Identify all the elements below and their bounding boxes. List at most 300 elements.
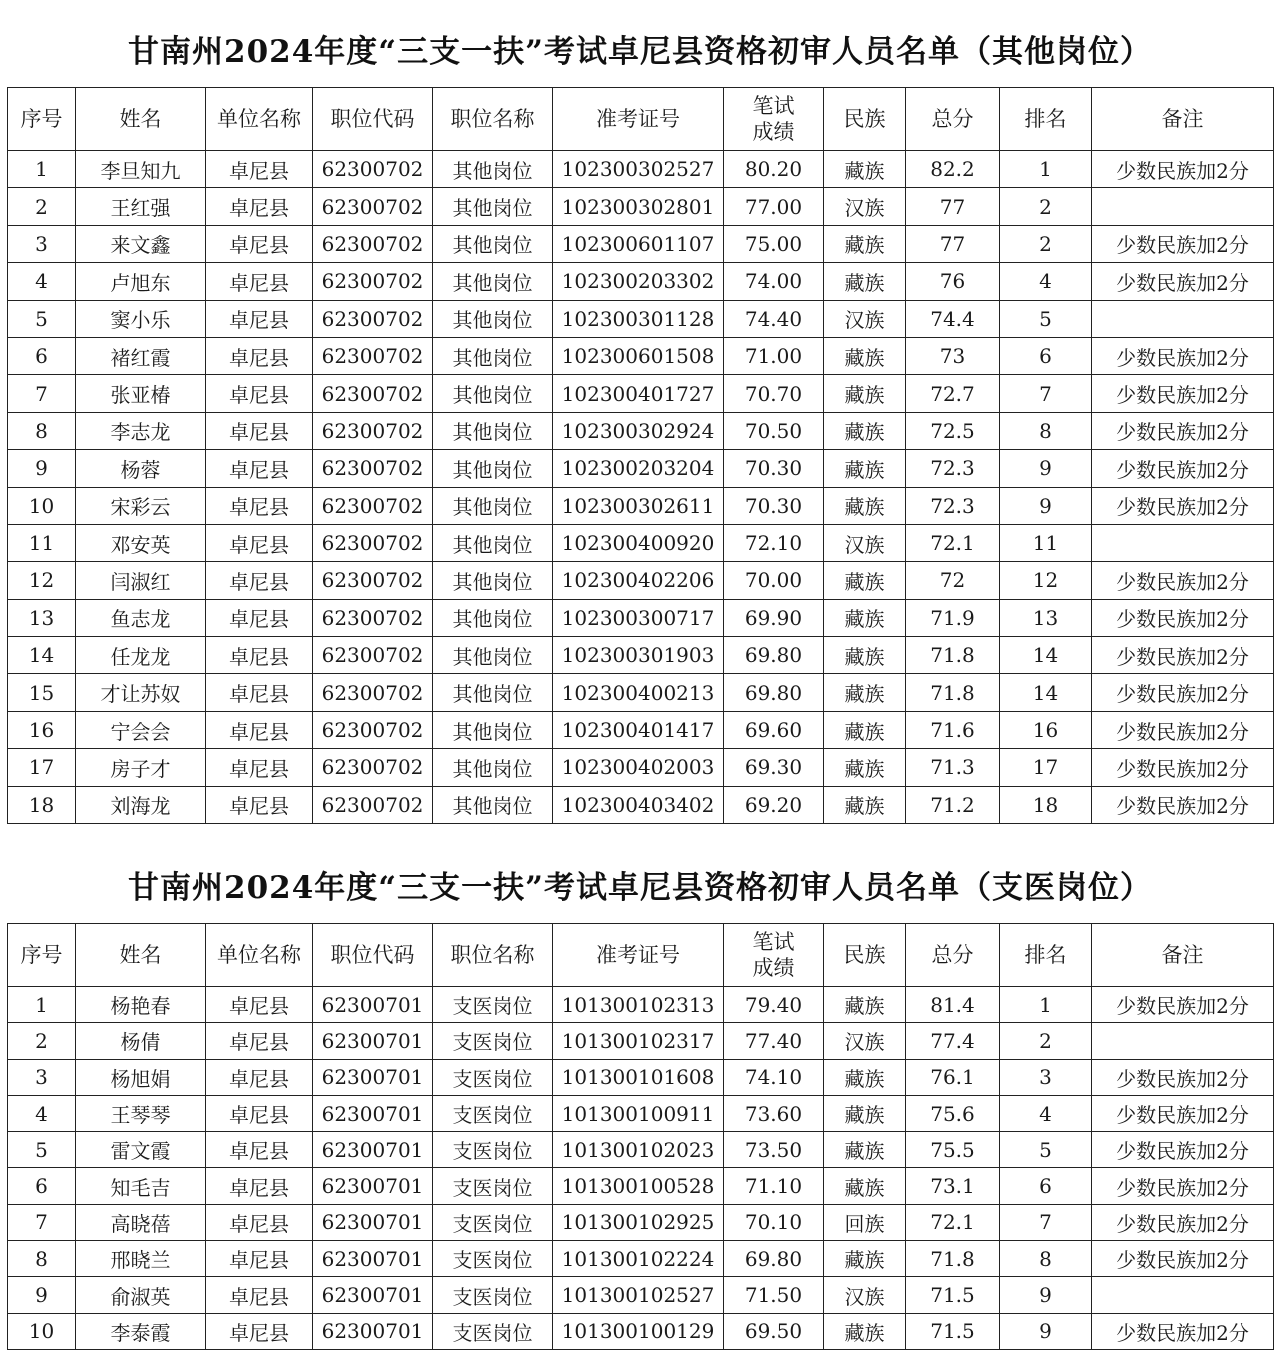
col-unit-cell: 卓尼县 (206, 337, 313, 374)
col-remark-cell: 少数民族加2分 (1092, 263, 1274, 300)
col-remark-cell: 少数民族加2分 (1092, 1168, 1274, 1204)
col-position-code-cell: 62300702 (313, 487, 433, 524)
col-written-score-cell: 74.40 (724, 300, 824, 337)
col-name-cell: 邢晓兰 (76, 1241, 206, 1277)
col-rank-cell: 17 (1000, 749, 1092, 786)
col-position-code-cell: 62300702 (313, 412, 433, 449)
col-index-cell: 14 (8, 637, 76, 674)
col-name-cell: 雷文霞 (76, 1132, 206, 1168)
col-rank-cell: 9 (1000, 487, 1092, 524)
col-ethnicity-cell: 藏族 (824, 151, 906, 188)
col-name-cell: 李志龙 (76, 412, 206, 449)
col-remark-cell: 少数民族加2分 (1092, 450, 1274, 487)
col-ticket-number-cell: 102300302611 (553, 487, 724, 524)
col-total-score-cell: 77 (906, 188, 1000, 225)
col-ethnicity-cell: 藏族 (824, 711, 906, 748)
col-position-name-header: 职位名称 (433, 924, 553, 987)
col-unit-cell: 卓尼县 (206, 450, 313, 487)
table-row (8, 188, 1274, 225)
col-ethnicity-cell: 汉族 (824, 1277, 906, 1313)
col-unit-cell: 卓尼县 (206, 188, 313, 225)
col-ticket-number-cell: 102300400920 (553, 524, 724, 561)
col-position-name-cell: 其他岗位 (433, 375, 553, 412)
col-remark-cell: 少数民族加2分 (1092, 1132, 1274, 1168)
col-total-score-cell: 71.8 (906, 637, 1000, 674)
col-unit-cell: 卓尼县 (206, 263, 313, 300)
col-written-score-cell: 75.00 (724, 225, 824, 262)
col-rank-cell: 7 (1000, 375, 1092, 412)
col-unit-cell: 卓尼县 (206, 637, 313, 674)
col-index-cell: 10 (8, 487, 76, 524)
col-position-name-cell: 其他岗位 (433, 487, 553, 524)
col-unit-cell: 卓尼县 (206, 1059, 313, 1095)
col-ticket-number-cell: 102300601508 (553, 337, 724, 374)
col-remark-cell: 少数民族加2分 (1092, 562, 1274, 599)
col-position-name-cell: 支医岗位 (433, 1241, 553, 1277)
col-written-score-header: 笔试成绩 (724, 88, 824, 151)
col-name-cell: 杨倩 (76, 1023, 206, 1059)
col-rank-cell: 6 (1000, 1168, 1092, 1204)
col-unit-cell: 卓尼县 (206, 1168, 313, 1204)
col-position-name-cell: 支医岗位 (433, 987, 553, 1023)
col-name-cell: 李旦知九 (76, 151, 206, 188)
col-unit-cell: 卓尼县 (206, 225, 313, 262)
col-written-score-cell: 69.20 (724, 786, 824, 823)
col-ticket-number-cell: 102300301128 (553, 300, 724, 337)
section2-title: 甘南州2024年度“三支一扶”考试卓尼县资格初审人员名单（支医岗位） (128, 870, 1152, 906)
col-written-score-cell: 71.10 (724, 1168, 824, 1204)
col-name-cell: 邓安英 (76, 524, 206, 561)
col-position-name-cell: 其他岗位 (433, 412, 553, 449)
col-remark-header: 备注 (1092, 88, 1274, 151)
col-position-code-cell: 62300702 (313, 337, 433, 374)
col-written-score-cell: 77.40 (724, 1023, 824, 1059)
col-written-score-cell: 73.60 (724, 1095, 824, 1131)
col-index-cell: 6 (8, 337, 76, 374)
col-written-score-cell: 73.50 (724, 1132, 824, 1168)
col-unit-cell: 卓尼县 (206, 1204, 313, 1240)
col-remark-cell: 少数民族加2分 (1092, 637, 1274, 674)
col-ticket-number-cell: 102300301903 (553, 637, 724, 674)
col-total-score-cell: 76.1 (906, 1059, 1000, 1095)
col-position-code-cell: 62300702 (313, 375, 433, 412)
col-remark-cell: 少数民族加2分 (1092, 1059, 1274, 1095)
roster-table-other (7, 87, 1274, 824)
col-name-cell: 卢旭东 (76, 263, 206, 300)
section1-title: 甘南州2024年度“三支一扶”考试卓尼县资格初审人员名单（其他岗位） (128, 34, 1152, 70)
col-rank-cell: 4 (1000, 1095, 1092, 1131)
col-rank-cell: 14 (1000, 637, 1092, 674)
col-index-header: 序号 (8, 88, 76, 151)
col-ethnicity-cell: 藏族 (824, 749, 906, 786)
col-total-score-cell: 77.4 (906, 1023, 1000, 1059)
col-total-score-cell: 72.3 (906, 450, 1000, 487)
col-unit-cell: 卓尼县 (206, 412, 313, 449)
col-unit-cell: 卓尼县 (206, 987, 313, 1023)
col-position-code-cell: 62300701 (313, 1313, 433, 1349)
col-ticket-number-cell: 102300400213 (553, 674, 724, 711)
col-ethnicity-cell: 藏族 (824, 1059, 906, 1095)
table-row (8, 412, 1274, 449)
col-name-cell: 张亚椿 (76, 375, 206, 412)
col-rank-cell: 16 (1000, 711, 1092, 748)
col-ethnicity-cell: 藏族 (824, 412, 906, 449)
col-position-code-cell: 62300702 (313, 450, 433, 487)
table-row (8, 263, 1274, 300)
col-rank-cell: 6 (1000, 337, 1092, 374)
col-position-name-cell: 支医岗位 (433, 1204, 553, 1240)
col-total-score-cell: 81.4 (906, 987, 1000, 1023)
col-ethnicity-cell: 藏族 (824, 375, 906, 412)
col-rank-cell: 4 (1000, 263, 1092, 300)
col-unit-cell: 卓尼县 (206, 1095, 313, 1131)
col-position-name-cell: 其他岗位 (433, 637, 553, 674)
col-rank-cell: 2 (1000, 188, 1092, 225)
col-unit-cell: 卓尼县 (206, 524, 313, 561)
col-index-cell: 7 (8, 1204, 76, 1240)
col-total-score-cell: 72.7 (906, 375, 1000, 412)
col-position-name-cell: 其他岗位 (433, 263, 553, 300)
col-total-score-cell: 72.1 (906, 524, 1000, 561)
col-index-cell: 16 (8, 711, 76, 748)
col-ticket-number-cell: 101300101608 (553, 1059, 724, 1095)
col-position-name-cell: 其他岗位 (433, 300, 553, 337)
col-name-cell: 杨旭娟 (76, 1059, 206, 1095)
col-ticket-number-cell: 102300302527 (553, 151, 724, 188)
col-index-cell: 6 (8, 1168, 76, 1204)
col-ethnicity-cell: 藏族 (824, 987, 906, 1023)
col-ethnicity-cell: 藏族 (824, 674, 906, 711)
col-written-score-cell: 70.10 (724, 1204, 824, 1240)
col-total-score-cell: 72.1 (906, 1204, 1000, 1240)
col-index-cell: 12 (8, 562, 76, 599)
col-index-cell: 2 (8, 1023, 76, 1059)
col-position-name-cell: 支医岗位 (433, 1059, 553, 1095)
col-ethnicity-cell: 藏族 (824, 637, 906, 674)
col-position-code-cell: 62300702 (313, 263, 433, 300)
col-remark-cell: 少数民族加2分 (1092, 487, 1274, 524)
col-ticket-number-cell: 102300401417 (553, 711, 724, 748)
col-rank-cell: 14 (1000, 674, 1092, 711)
col-unit-cell: 卓尼县 (206, 749, 313, 786)
col-position-code-cell: 62300701 (313, 987, 433, 1023)
col-position-code-cell: 62300701 (313, 1204, 433, 1240)
table-row (8, 786, 1274, 823)
col-unit-cell: 卓尼县 (206, 1277, 313, 1313)
col-written-score-cell: 69.60 (724, 711, 824, 748)
col-written-score-cell: 71.50 (724, 1277, 824, 1313)
col-name-cell: 来文鑫 (76, 225, 206, 262)
col-written-score-cell: 69.80 (724, 637, 824, 674)
col-position-code-header: 职位代码 (313, 924, 433, 987)
col-name-header: 姓名 (76, 924, 206, 987)
col-name-cell: 杨蓉 (76, 450, 206, 487)
col-index-cell: 5 (8, 1132, 76, 1168)
table-row (8, 987, 1274, 1023)
table-row (8, 711, 1274, 748)
table-row (8, 674, 1274, 711)
col-rank-cell: 9 (1000, 1277, 1092, 1313)
col-remark-cell: 少数民族加2分 (1092, 786, 1274, 823)
col-position-code-cell: 62300702 (313, 300, 433, 337)
col-position-name-cell: 其他岗位 (433, 450, 553, 487)
col-name-cell: 宋彩云 (76, 487, 206, 524)
col-name-cell: 知毛吉 (76, 1168, 206, 1204)
col-written-score-cell: 71.00 (724, 337, 824, 374)
col-rank-header: 排名 (1000, 924, 1092, 987)
col-unit-cell: 卓尼县 (206, 1023, 313, 1059)
table-row (8, 1168, 1274, 1204)
col-ticket-number-cell: 101300102224 (553, 1241, 724, 1277)
col-position-name-cell: 其他岗位 (433, 524, 553, 561)
col-remark-cell: 少数民族加2分 (1092, 749, 1274, 786)
col-rank-cell: 18 (1000, 786, 1092, 823)
col-remark-cell (1092, 1023, 1274, 1059)
col-name-cell: 窦小乐 (76, 300, 206, 337)
col-rank-cell: 9 (1000, 450, 1092, 487)
col-total-score-cell: 82.2 (906, 151, 1000, 188)
col-total-score-header: 总分 (906, 924, 1000, 987)
table-row (8, 225, 1274, 262)
col-position-name-cell: 其他岗位 (433, 562, 553, 599)
col-unit-cell: 卓尼县 (206, 562, 313, 599)
col-remark-cell (1092, 1277, 1274, 1313)
col-position-code-cell: 62300702 (313, 225, 433, 262)
col-remark-cell: 少数民族加2分 (1092, 1095, 1274, 1131)
col-ethnicity-cell: 藏族 (824, 1313, 906, 1349)
col-total-score-cell: 71.8 (906, 674, 1000, 711)
col-unit-header: 单位名称 (206, 924, 313, 987)
col-rank-cell: 1 (1000, 987, 1092, 1023)
col-unit-cell: 卓尼县 (206, 1313, 313, 1349)
col-index-cell: 7 (8, 375, 76, 412)
col-rank-cell: 5 (1000, 300, 1092, 337)
roster-table-medical (7, 923, 1274, 1350)
table-row (8, 524, 1274, 561)
col-position-name-cell: 其他岗位 (433, 337, 553, 374)
col-name-cell: 李泰霞 (76, 1313, 206, 1349)
col-remark-cell: 少数民族加2分 (1092, 1241, 1274, 1277)
col-total-score-cell: 73.1 (906, 1168, 1000, 1204)
col-ticket-number-cell: 101300102317 (553, 1023, 724, 1059)
col-index-cell: 10 (8, 1313, 76, 1349)
col-name-cell: 杨艳春 (76, 987, 206, 1023)
col-index-cell: 1 (8, 151, 76, 188)
col-written-score-cell: 74.10 (724, 1059, 824, 1095)
col-written-score-cell: 72.10 (724, 524, 824, 561)
col-ticket-number-header: 准考证号 (553, 88, 724, 151)
col-name-cell: 才让苏奴 (76, 674, 206, 711)
col-total-score-cell: 71.6 (906, 711, 1000, 748)
col-position-code-cell: 62300701 (313, 1059, 433, 1095)
col-index-cell: 8 (8, 1241, 76, 1277)
col-position-code-cell: 62300701 (313, 1132, 433, 1168)
col-remark-cell: 少数民族加2分 (1092, 337, 1274, 374)
col-ticket-number-cell: 101300100129 (553, 1313, 724, 1349)
col-name-cell: 房子才 (76, 749, 206, 786)
col-position-code-cell: 62300701 (313, 1241, 433, 1277)
col-ticket-number-cell: 102300302801 (553, 188, 724, 225)
col-ticket-number-header: 准考证号 (553, 924, 724, 987)
col-rank-cell: 8 (1000, 412, 1092, 449)
col-position-name-cell: 支医岗位 (433, 1095, 553, 1131)
col-remark-cell: 少数民族加2分 (1092, 674, 1274, 711)
col-total-score-cell: 72.5 (906, 412, 1000, 449)
col-written-score-cell: 70.00 (724, 562, 824, 599)
col-ticket-number-cell: 102300203302 (553, 263, 724, 300)
col-index-cell: 11 (8, 524, 76, 561)
col-position-code-cell: 62300702 (313, 786, 433, 823)
col-ethnicity-cell: 汉族 (824, 1023, 906, 1059)
col-total-score-cell: 75.5 (906, 1132, 1000, 1168)
col-position-code-cell: 62300701 (313, 1277, 433, 1313)
col-index-cell: 9 (8, 450, 76, 487)
col-position-name-header: 职位名称 (433, 88, 553, 151)
col-rank-cell: 12 (1000, 562, 1092, 599)
table-row (8, 637, 1274, 674)
col-position-code-cell: 62300701 (313, 1168, 433, 1204)
col-ticket-number-cell: 101300102925 (553, 1204, 724, 1240)
col-ticket-number-cell: 102300401727 (553, 375, 724, 412)
col-position-name-cell: 其他岗位 (433, 711, 553, 748)
col-total-score-cell: 71.5 (906, 1313, 1000, 1349)
col-ethnicity-cell: 汉族 (824, 188, 906, 225)
col-ticket-number-cell: 101300102023 (553, 1132, 724, 1168)
table-row (8, 1095, 1274, 1131)
col-ethnicity-header: 民族 (824, 924, 906, 987)
col-rank-cell: 1 (1000, 151, 1092, 188)
col-ethnicity-header: 民族 (824, 88, 906, 151)
col-ethnicity-cell: 藏族 (824, 337, 906, 374)
col-total-score-cell: 71.3 (906, 749, 1000, 786)
table-row (8, 599, 1274, 636)
col-written-score-cell: 69.30 (724, 749, 824, 786)
col-remark-cell: 少数民族加2分 (1092, 711, 1274, 748)
col-position-name-cell: 支医岗位 (433, 1132, 553, 1168)
col-position-name-cell: 支医岗位 (433, 1277, 553, 1313)
col-ethnicity-cell: 藏族 (824, 225, 906, 262)
col-index-cell: 8 (8, 412, 76, 449)
col-index-header: 序号 (8, 924, 76, 987)
col-written-score-cell: 69.50 (724, 1313, 824, 1349)
col-index-cell: 3 (8, 1059, 76, 1095)
col-ticket-number-cell: 102300302924 (553, 412, 724, 449)
col-ticket-number-cell: 101300102313 (553, 987, 724, 1023)
col-remark-cell (1092, 524, 1274, 561)
col-index-cell: 2 (8, 188, 76, 225)
col-remark-cell: 少数民族加2分 (1092, 1313, 1274, 1349)
header-row (8, 924, 1274, 987)
col-ethnicity-cell: 藏族 (824, 1241, 906, 1277)
col-rank-cell: 2 (1000, 1023, 1092, 1059)
col-position-code-cell: 62300702 (313, 749, 433, 786)
col-ticket-number-cell: 102300403402 (553, 786, 724, 823)
table-row (8, 1204, 1274, 1240)
col-rank-cell: 11 (1000, 524, 1092, 561)
table-row (8, 1132, 1274, 1168)
col-name-cell: 高晓蓓 (76, 1204, 206, 1240)
col-ethnicity-cell: 藏族 (824, 599, 906, 636)
col-index-cell: 3 (8, 225, 76, 262)
col-name-cell: 王红强 (76, 188, 206, 225)
col-position-name-cell: 支医岗位 (433, 1023, 553, 1059)
col-ethnicity-cell: 藏族 (824, 1095, 906, 1131)
col-index-cell: 18 (8, 786, 76, 823)
col-written-score-cell: 70.50 (724, 412, 824, 449)
col-total-score-cell: 74.4 (906, 300, 1000, 337)
col-remark-cell: 少数民族加2分 (1092, 151, 1274, 188)
col-rank-header: 排名 (1000, 88, 1092, 151)
col-remark-cell: 少数民族加2分 (1092, 1204, 1274, 1240)
col-ethnicity-cell: 汉族 (824, 300, 906, 337)
col-position-code-cell: 62300701 (313, 1023, 433, 1059)
col-position-code-cell: 62300702 (313, 188, 433, 225)
col-rank-cell: 5 (1000, 1132, 1092, 1168)
col-remark-cell: 少数民族加2分 (1092, 225, 1274, 262)
table-row (8, 749, 1274, 786)
col-index-cell: 5 (8, 300, 76, 337)
col-rank-cell: 3 (1000, 1059, 1092, 1095)
col-position-code-cell: 62300702 (313, 674, 433, 711)
table-row (8, 487, 1274, 524)
col-total-score-cell: 71.5 (906, 1277, 1000, 1313)
col-ethnicity-cell: 回族 (824, 1204, 906, 1240)
col-position-code-cell: 62300702 (313, 562, 433, 599)
col-name-cell: 俞淑英 (76, 1277, 206, 1313)
col-total-score-cell: 73 (906, 337, 1000, 374)
col-position-code-header: 职位代码 (313, 88, 433, 151)
col-rank-cell: 13 (1000, 599, 1092, 636)
col-total-score-cell: 75.6 (906, 1095, 1000, 1131)
col-written-score-cell: 79.40 (724, 987, 824, 1023)
col-ticket-number-cell: 102300402003 (553, 749, 724, 786)
col-ethnicity-cell: 藏族 (824, 487, 906, 524)
col-ethnicity-cell: 藏族 (824, 263, 906, 300)
col-ticket-number-cell: 102300203204 (553, 450, 724, 487)
col-position-code-cell: 62300702 (313, 637, 433, 674)
col-unit-cell: 卓尼县 (206, 151, 313, 188)
col-unit-cell: 卓尼县 (206, 1241, 313, 1277)
col-unit-cell: 卓尼县 (206, 375, 313, 412)
table-row (8, 1023, 1274, 1059)
table-row (8, 562, 1274, 599)
col-position-code-cell: 62300702 (313, 524, 433, 561)
col-name-cell: 王琴琴 (76, 1095, 206, 1131)
col-position-name-cell: 其他岗位 (433, 151, 553, 188)
col-index-cell: 9 (8, 1277, 76, 1313)
col-position-name-cell: 其他岗位 (433, 225, 553, 262)
table-row (8, 375, 1274, 412)
col-remark-cell: 少数民族加2分 (1092, 375, 1274, 412)
col-remark-cell: 少数民族加2分 (1092, 412, 1274, 449)
col-remark-cell (1092, 188, 1274, 225)
col-unit-cell: 卓尼县 (206, 300, 313, 337)
col-written-score-cell: 69.90 (724, 599, 824, 636)
table-row (8, 1313, 1274, 1349)
col-name-cell: 宁会会 (76, 711, 206, 748)
col-total-score-cell: 76 (906, 263, 1000, 300)
col-unit-header: 单位名称 (206, 88, 313, 151)
table-row (8, 1241, 1274, 1277)
col-index-cell: 1 (8, 987, 76, 1023)
col-total-score-header: 总分 (906, 88, 1000, 151)
col-ticket-number-cell: 102300601107 (553, 225, 724, 262)
col-total-score-cell: 71.8 (906, 1241, 1000, 1277)
col-position-name-cell: 其他岗位 (433, 786, 553, 823)
col-written-score-cell: 74.00 (724, 263, 824, 300)
col-index-cell: 13 (8, 599, 76, 636)
col-unit-cell: 卓尼县 (206, 487, 313, 524)
